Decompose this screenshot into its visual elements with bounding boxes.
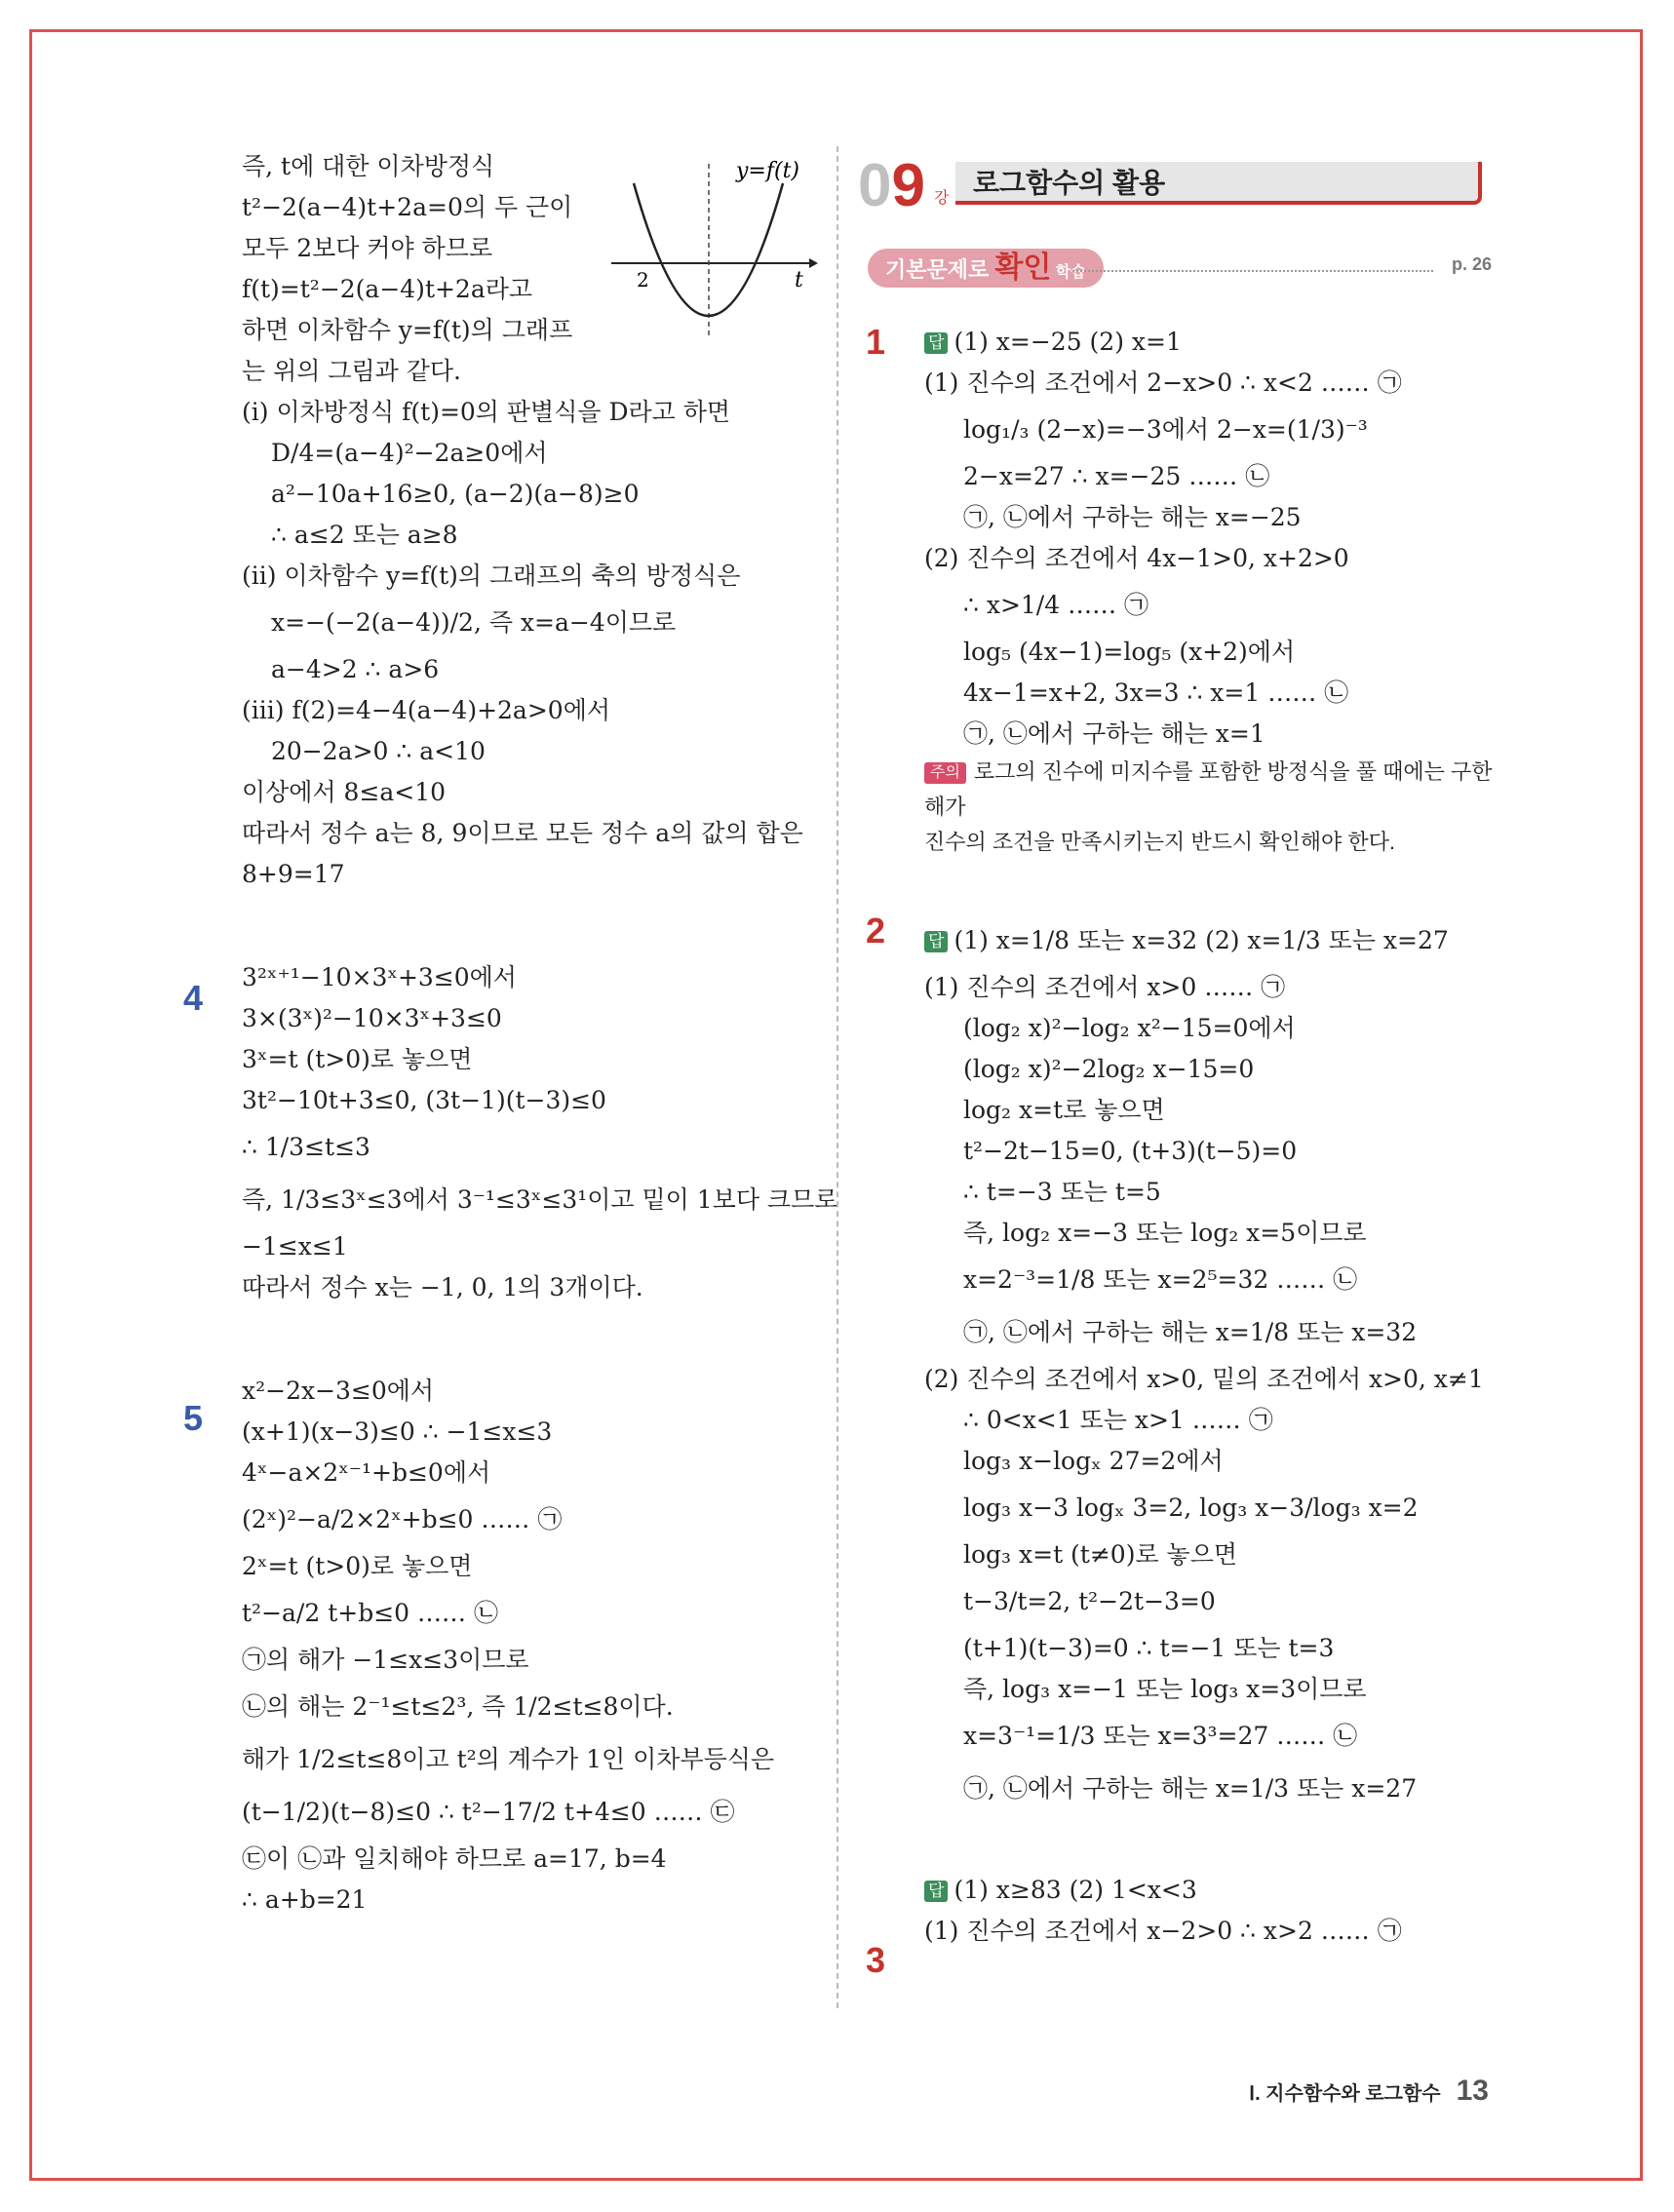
problem-number-3: 3 [866,1940,886,1980]
subsection-pill [868,249,1104,288]
answer-line [924,1870,1499,1911]
subsection-big: 확인 [994,252,1052,284]
text-line: log₃ x=t (t≠0)로 놓으면 [963,1540,1238,1569]
solution-2 [924,914,1499,1815]
subsection-pre: 기본문제로 [885,257,995,282]
solution-5 [242,1371,788,1921]
text-line: (2) 진수의 조건에서 x>0, 밑의 조건에서 x>0, x≠1 [924,1365,1484,1393]
text-line: 2−x=27 ∴ x=−25 …… ㉡ [963,462,1270,490]
page-reference: p. 26 [1451,254,1492,274]
text-line: 해가 1/2≤t≤8이고 t²의 계수가 1인 이차부등식은 [242,1745,775,1773]
text-line: (1) 진수의 조건에서 x>0 …… ㉠ [924,973,1286,1001]
text-line: 하면 이차함수 y=f(t)의 그래프 [242,316,573,344]
answer-line [924,322,1499,363]
caution-tag: 주의 [924,762,966,784]
text-line: 는 위의 그림과 같다. [242,357,461,385]
caution-text-2: 진수의 조건을 만족시키는지 반드시 확인해야 한다. [924,830,1395,854]
text-line: ㉠, ㉡에서 구하는 해는 x=1/3 또는 x=27 [963,1774,1418,1803]
graph-func-label: y=f(t) [736,159,800,183]
text-line: log₅ (4x−1)=log₅ (x+2)에서 [963,638,1296,666]
dotted-leader [1072,270,1433,272]
text-line: 모두 2보다 커야 하므로 [242,234,493,262]
lesson-title: 로그함수의 활용 [955,162,1482,205]
lesson-number-zero: 0 [858,152,892,219]
text-line: ∴ 0<x<1 또는 x>1 …… ㉠ [963,1406,1273,1434]
text-line: 즉, t에 대한 이차방정식 [242,152,495,180]
text-line: (log₂ x)²−log₂ x²−15=0에서 [963,1014,1296,1042]
subsection-post: 학습 [1051,264,1086,281]
text-line: 3t²−10t+3≤0, (3t−1)(t−3)≤0 [242,1086,606,1114]
text-line: 3ˣ=t (t>0)로 놓으면 [242,1045,473,1073]
text-line: ∴ t=−3 또는 t=5 [963,1178,1161,1206]
text-line: (t+1)(t−3)=0 ∴ t=−1 또는 t=3 [963,1634,1335,1662]
answer-line [924,914,1499,967]
parabola-graph [609,156,819,341]
text-line: (1) 진수의 조건에서 x−2>0 ∴ x>2 …… ㉠ [924,1917,1402,1945]
answer-tag: 답 [924,332,948,354]
text-line: ㉢이 ㉡과 일치해야 하므로 a=17, b=4 [242,1844,667,1873]
text-line: 3×(3ˣ)²−10×3ˣ+3≤0 [242,1004,502,1032]
text-line: (x+1)(x−3)≤0 ∴ −1≤x≤3 [242,1417,553,1446]
text-line: 즉, log₃ x=−1 또는 log₃ x=3이므로 [963,1675,1367,1703]
text-line: log₃ x−logₓ 27=2에서 [963,1447,1224,1475]
text-line: ㉡의 해는 2⁻¹≤t≤2³, 즉 1/2≤t≤8이다. [242,1692,674,1721]
text-line: 2ˣ=t (t>0)로 놓으면 [242,1552,473,1580]
subsection-bar [868,249,1492,288]
text-line: (2) 진수의 조건에서 4x−1>0, x+2>0 [924,544,1349,572]
graph-axis-label: t [795,268,803,292]
text-line: (i) 이차방정식 f(t)=0의 판별식을 D라고 하면 [242,398,731,426]
text-line: log₂ x=t로 놓으면 [963,1096,1165,1124]
text-line: 3²ˣ⁺¹−10×3ˣ+3≤0에서 [242,963,517,991]
text-line: ㉠, ㉡에서 구하는 해는 x=1/8 또는 x=32 [963,1318,1418,1346]
text-line: 4x−1=x+2, 3x=3 ∴ x=1 …… ㉡ [963,679,1349,707]
problem-number-5: 5 [183,1398,204,1438]
page-footer [1249,2075,1489,2108]
text-line: ㉠, ㉡에서 구하는 해는 x=−25 [963,503,1302,531]
text-line: t²−a/2 t+b≤0 …… ㉡ [242,1599,498,1627]
text-line: D/4=(a−4)²−2a≥0에서 [271,439,548,467]
right-column [924,322,1499,1952]
text-line: log₃ x−3 logₓ 3=2, log₃ x−3/log₃ x=2 [963,1494,1419,1522]
lesson-header [858,152,1492,224]
lesson-number [858,152,925,219]
text-line: ∴ a≤2 또는 a≥8 [271,521,458,549]
answer-text: (1) x=−25 (2) x=1 [954,328,1182,356]
text-line: 이상에서 8≤a<10 [242,778,447,806]
graph-tick-2: 2 [637,268,649,291]
solution-1 [924,322,1499,860]
text-line: (iii) f(2)=4−4(a−4)+2a>0에서 [242,696,610,724]
text-line: 20−2a>0 ∴ a<10 [271,737,486,765]
answer-text: (1) x≥83 (2) 1<x<3 [954,1876,1197,1904]
text-line: x=2⁻³=1/8 또는 x=2⁵=32 …… ㉡ [963,1265,1358,1294]
problem-number-4: 4 [183,978,204,1018]
text-line: a−4>2 ∴ a>6 [271,655,440,683]
problem-number-2: 2 [866,911,886,951]
lesson-number-nine: 9 [891,152,925,219]
text-line: (2ˣ)²−a/2×2ˣ+b≤0 …… ㉠ [242,1505,563,1533]
page-number: 13 [1456,2075,1489,2107]
footer-section: Ⅰ. 지수함수와 로그함수 [1249,2083,1441,2105]
answer-tag: 답 [924,1881,948,1902]
problem-number-1: 1 [866,322,886,362]
t-axis-arrow [809,258,818,268]
left-column [242,146,838,1921]
answer-tag: 답 [924,931,948,952]
text-line: t−3/t=2, t²−2t−3=0 [963,1587,1216,1615]
caution-note [924,755,1499,825]
text-line: x=3⁻¹=1/3 또는 x=3³=27 …… ㉡ [963,1722,1358,1750]
solution-4 [242,957,838,1308]
text-line: 8+9=17 [242,860,345,888]
caution-text-1: 로그의 진수에 미지수를 포함한 방정식을 풀 때에는 구한 해가 [924,759,1493,819]
text-line: 따라서 정수 a는 8, 9이므로 모든 정수 a의 값의 합은 [242,819,803,847]
text-line: (ii) 이차함수 y=f(t)의 그래프의 축의 방정식은 [242,562,741,590]
text-line: f(t)=t²−2(a−4)t+2a라고 [242,275,533,303]
answer-text: (1) x=1/8 또는 x=32 (2) x=1/3 또는 x=27 [954,926,1449,954]
text-line: ∴ x>1/4 …… ㉠ [963,591,1149,619]
text-line: t²−2(a−4)t+2a=0의 두 근이 [242,193,573,221]
text-line: a²−10a+16≥0, (a−2)(a−8)≥0 [271,480,640,508]
text-line: x²−2x−3≤0에서 [242,1377,435,1405]
text-line: (log₂ x)²−2log₂ x−15=0 [963,1055,1255,1083]
text-line: 즉, 1/3≤3ˣ≤3에서 3⁻¹≤3ˣ≤3¹이고 밑이 1보다 크므로 [242,1185,838,1214]
text-line: ∴ 1/3≤t≤3 [242,1133,370,1161]
text-line: ㉠, ㉡에서 구하는 해는 x=1 [963,719,1265,748]
text-line: 4ˣ−a×2ˣ⁻¹+b≤0에서 [242,1458,491,1487]
lesson-unit: 강 [934,190,950,207]
solution-3 [924,1870,1499,1952]
text-line: log₁/₃ (2−x)=−3에서 2−x=(1/3)⁻³ [963,415,1368,444]
text-line: 즉, log₂ x=−3 또는 log₂ x=5이므로 [963,1219,1367,1247]
text-line: −1≤x≤1 [242,1232,348,1261]
text-line: t²−2t−15=0, (t+3)(t−5)=0 [963,1137,1298,1165]
column-divider [837,146,838,2008]
text-line: (t−1/2)(t−8)≤0 ∴ t²−17/2 t+4≤0 …… ㉢ [242,1798,735,1826]
text-line: ∴ a+b=21 [242,1885,368,1914]
text-line: 따라서 정수 x는 −1, 0, 1의 3개이다. [242,1273,643,1301]
text-line: x=−(−2(a−4))/2, 즉 x=a−4이므로 [271,608,677,637]
text-line: (1) 진수의 조건에서 2−x>0 ∴ x<2 …… ㉠ [924,369,1402,397]
text-line: ㉠의 해가 −1≤x≤3이므로 [242,1646,529,1674]
